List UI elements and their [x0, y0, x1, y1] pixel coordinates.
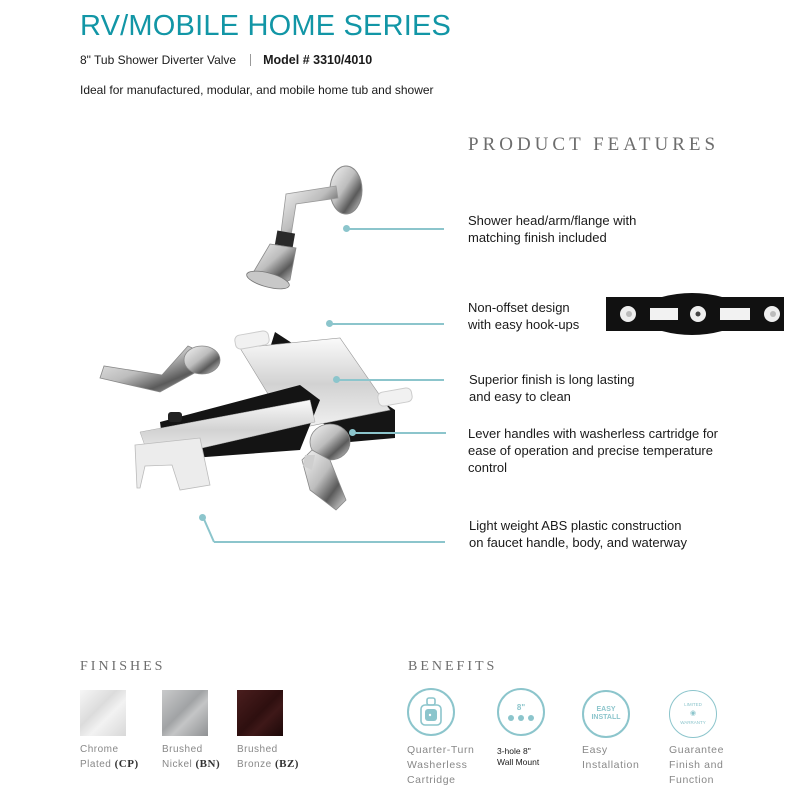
swatch-bronze [237, 690, 283, 736]
feature-5-line2: on faucet handle, body, and waterway [469, 535, 688, 550]
product-features-heading: PRODUCT FEATURES [468, 134, 720, 155]
feature-3 [469, 371, 634, 405]
feature-2-line2: with easy hook-ups [468, 317, 580, 332]
back-plate-image [602, 291, 788, 337]
easy-install-icon-text1: EASY [596, 706, 616, 713]
benefit-2-line1: 3-hole 8" [497, 746, 531, 756]
feature-5-line1: Light weight ABS plastic construction [469, 518, 682, 533]
faucet-icon [100, 330, 413, 510]
benefit-4-line2: Finish and [669, 759, 724, 771]
finish-1-line2: Plated [80, 759, 112, 770]
feature-1-line1: Shower head/arm/flange with [468, 213, 637, 228]
callout-line-4 [353, 432, 446, 434]
finish-3-line2: Bronze [237, 759, 272, 770]
divider [250, 54, 251, 66]
finish-2-line1: Brushed [162, 744, 203, 755]
feature-2-line1: Non-offset design [468, 300, 570, 315]
finish-3-line1: Brushed [237, 744, 278, 755]
easy-install-icon [582, 690, 630, 738]
feature-4-line2: ease of operation and precise temperature [468, 443, 713, 458]
benefit-1-label [407, 743, 475, 788]
callout-line-3 [337, 379, 444, 381]
benefit-1-line3: Cartridge [407, 774, 456, 786]
finish-label-chrome [80, 742, 139, 772]
finish-1-line1: Chrome [80, 744, 119, 755]
product-subtitle [80, 53, 372, 67]
benefit-1-line2: Washerless [407, 759, 468, 771]
benefit-2-label [497, 746, 539, 768]
warranty-icon-text1: LIMITED [684, 702, 702, 707]
page-title: RV/MOBILE HOME SERIES [80, 10, 452, 42]
feature-3-line2: and easy to clean [469, 389, 571, 404]
three-hole-dots [508, 715, 534, 721]
callout-line-1 [347, 228, 444, 230]
finish-3-code: (BZ) [274, 758, 299, 770]
feature-3-line1: Superior finish is long lasting [469, 372, 635, 387]
tagline: Ideal for manufactured, modular, and mobile home tub and shower [80, 83, 434, 97]
finish-label-bronze [237, 742, 299, 772]
benefit-3-line1: Easy [582, 744, 608, 756]
callout-line-2 [330, 323, 444, 325]
warranty-icon-text2: WARRANTY [680, 720, 706, 725]
swatch-nickel [162, 690, 208, 736]
limited-warranty-icon [669, 690, 717, 738]
feature-1 [468, 212, 636, 246]
finishes-heading: FINISHES [80, 659, 166, 674]
three-hole-icon [497, 688, 545, 736]
feature-2 [468, 299, 579, 333]
product-name: 8" Tub Shower Diverter Valve [80, 53, 237, 67]
feature-1-line2: matching finish included [468, 230, 607, 245]
benefit-2-line2: Wall Mount [497, 757, 540, 767]
feature-4-line1: Lever handles with washerless cartridge for [468, 426, 719, 441]
benefit-1-line1: Quarter-Turn [407, 744, 475, 756]
callout-line-5 [214, 541, 445, 543]
cartridge-icon [407, 688, 455, 736]
callout-diagonal-5 [200, 516, 220, 544]
benefits-heading: BENEFITS [408, 659, 498, 674]
finish-label-nickel [162, 742, 220, 772]
three-hole-icon-text: 8" [516, 702, 526, 712]
finish-2-line2: Nickel [162, 759, 193, 770]
finish-1-code: (CP) [114, 758, 139, 770]
faucet-product-image [90, 160, 420, 540]
easy-install-icon-text2: INSTALL [591, 714, 621, 721]
feature-4 [468, 425, 718, 476]
feature-5 [469, 517, 687, 551]
feature-4-line3: control [468, 460, 508, 475]
benefit-4-line1: Guarantee [669, 744, 725, 756]
benefit-3-line2: Installation [582, 759, 640, 771]
warranty-eye-glyph: ◉ [689, 710, 697, 717]
finish-2-code: (BN) [195, 758, 221, 770]
benefit-4-line3: Function [669, 774, 715, 786]
benefit-4-label [669, 743, 724, 788]
model-number: Model # 3310/4010 [263, 53, 373, 67]
swatch-chrome [80, 690, 126, 736]
benefit-3-label [582, 743, 639, 773]
